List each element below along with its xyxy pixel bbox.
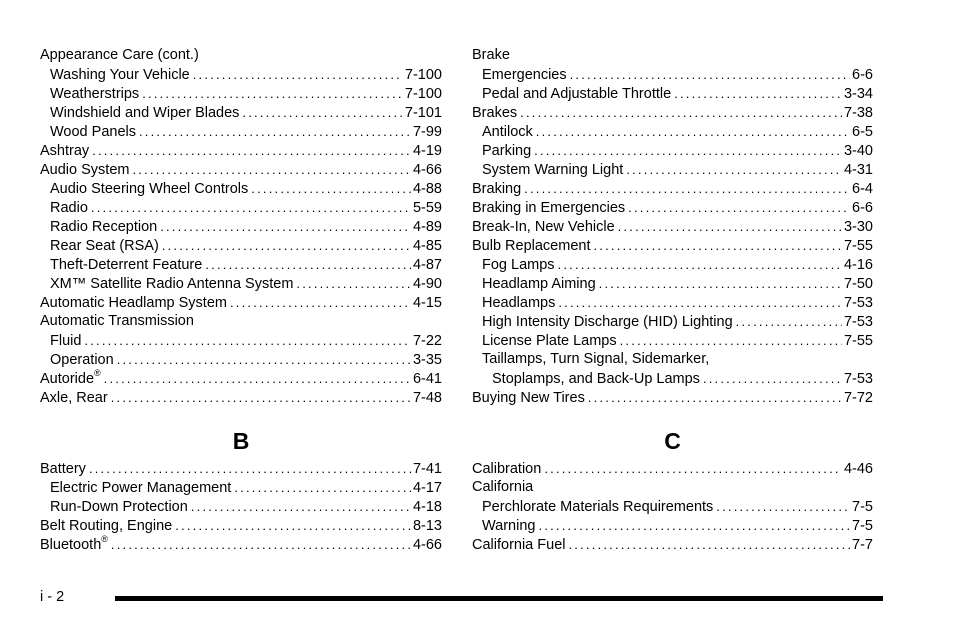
page-reference: 7-101 [404, 105, 442, 121]
index-term: California [472, 479, 534, 495]
dot-leader [558, 255, 842, 274]
footer-rule [115, 596, 883, 601]
page-reference: 5-59 [412, 200, 442, 216]
index-group-b [40, 459, 442, 554]
page-reference: 3-40 [843, 143, 873, 159]
page-reference: 6-6 [852, 200, 873, 216]
page-reference: 4-15 [412, 295, 442, 311]
dot-leader [558, 293, 842, 312]
index-entry [40, 236, 442, 255]
index-entry [472, 122, 873, 141]
index-entry [40, 459, 442, 478]
page-reference: 7-100 [404, 67, 442, 83]
index-entry [40, 535, 442, 554]
dot-leader [142, 84, 403, 103]
index-term: Fluid [50, 333, 82, 349]
index-entry [472, 274, 873, 293]
index-term: Appearance Care (cont.) [40, 47, 199, 63]
index-entry [40, 516, 442, 535]
index-term: Pedal and Adjustable Throttle [482, 86, 672, 102]
dot-leader [230, 293, 411, 312]
index-entry [472, 160, 873, 179]
index-term: Audio System [40, 162, 130, 178]
dot-leader [620, 331, 842, 350]
index-term: Stoplamps, and Back-Up Lamps [492, 371, 700, 387]
dot-leader [175, 516, 411, 535]
index-term: Taillamps, Turn Signal, Sidemarker, [482, 351, 710, 367]
index-entry [472, 497, 873, 516]
index-term: Automatic Transmission [40, 313, 194, 329]
index-term: XM™ Satellite Radio Antenna System [50, 276, 294, 292]
index-entry [40, 160, 442, 179]
page-reference: 4-18 [412, 499, 442, 515]
index-entry [472, 388, 873, 407]
index-entry [472, 535, 873, 554]
dot-leader [104, 369, 411, 388]
dot-leader [234, 478, 411, 497]
dot-leader [626, 160, 842, 179]
index-entry [40, 179, 442, 198]
page-reference: 4-31 [843, 162, 873, 178]
index-entry [40, 312, 442, 331]
page-reference: 4-85 [412, 238, 442, 254]
index-entry [472, 293, 873, 312]
dot-leader [703, 369, 842, 388]
dot-leader [162, 236, 411, 255]
page-reference: 7-48 [412, 390, 442, 406]
index-term: Perchlorate Materials Requirements [482, 499, 714, 515]
index-entry [40, 331, 442, 350]
index-term: Automatic Headlamp System [40, 295, 227, 311]
page-reference: 7-99 [412, 124, 442, 140]
index-term: Washing Your Vehicle [50, 67, 190, 83]
index-term: Electric Power Management [50, 480, 232, 496]
index-entry [472, 198, 873, 217]
page-reference: 4-87 [412, 257, 442, 273]
page-reference: 4-89 [412, 219, 442, 235]
index-term: Windshield and Wiper Blades [50, 105, 240, 121]
index-entry [40, 198, 442, 217]
dot-leader [534, 141, 842, 160]
dot-leader [520, 103, 842, 122]
dot-leader [599, 274, 842, 293]
dot-leader [191, 497, 411, 516]
index-term: Axle, Rear [40, 390, 108, 406]
index-entry [472, 179, 873, 198]
index-group-a [40, 46, 442, 407]
index-term: Braking [472, 181, 522, 197]
dot-leader [139, 122, 411, 141]
index-entry [40, 350, 442, 369]
section-letter-c: C [664, 428, 681, 454]
index-term: Headlamps [482, 295, 556, 311]
page-reference: 7-72 [843, 390, 873, 406]
index-term: California Fuel [472, 537, 566, 553]
dot-leader [628, 198, 850, 217]
page-reference: 7-22 [412, 333, 442, 349]
index-term: Braking in Emergencies [472, 200, 626, 216]
dot-leader [91, 198, 411, 217]
page-reference: 4-17 [412, 480, 442, 496]
index-column-left [40, 46, 442, 554]
index-term: Radio Reception [50, 219, 158, 235]
index-term: Autoride® [40, 369, 101, 387]
index-entry [40, 103, 442, 122]
index-entry [40, 274, 442, 293]
dot-leader [117, 350, 411, 369]
index-term: Brakes [472, 105, 518, 121]
index-term: License Plate Lamps [482, 333, 617, 349]
index-term: Warning [482, 518, 536, 534]
index-group-brake [472, 46, 873, 407]
page-reference: 7-100 [404, 86, 442, 102]
page-reference: 3-35 [412, 352, 442, 368]
page-reference: 4-46 [843, 461, 873, 477]
dot-leader [588, 388, 842, 407]
page-reference: 6-41 [412, 371, 442, 387]
index-term: Emergencies [482, 67, 567, 83]
section-letter-b: B [232, 428, 250, 454]
dot-leader [193, 65, 403, 84]
index-entry [472, 350, 873, 369]
dot-leader [569, 535, 851, 554]
index-term: Break-In, New Vehicle [472, 219, 615, 235]
index-entry [40, 478, 442, 497]
index-entry [472, 369, 873, 388]
index-term: Run-Down Protection [50, 499, 188, 515]
index-term: Headlamp Aiming [482, 276, 596, 292]
index-entry [472, 331, 873, 350]
index-entry [40, 497, 442, 516]
dot-leader [716, 497, 850, 516]
index-entry [40, 65, 442, 84]
index-term: Ashtray [40, 143, 90, 159]
page-reference: 4-90 [412, 276, 442, 292]
index-term: Buying New Tires [472, 390, 585, 406]
page-reference: 4-88 [412, 181, 442, 197]
dot-leader [89, 459, 411, 478]
index-term: Parking [482, 143, 532, 159]
page-reference: 8-13 [412, 518, 442, 534]
dot-leader [242, 103, 403, 122]
index-term: Calibration [472, 461, 542, 477]
index-entry [40, 46, 442, 65]
index-entry [472, 255, 873, 274]
index-term: Audio Steering Wheel Controls [50, 181, 249, 197]
index-entry [472, 478, 873, 497]
index-term: Bulb Replacement [472, 238, 591, 254]
index-entry [40, 369, 442, 388]
index-entry [472, 236, 873, 255]
index-term: Rear Seat (RSA) [50, 238, 159, 254]
page-number: i - 2 [40, 589, 65, 605]
index-entry [40, 388, 442, 407]
page-reference: 7-53 [843, 371, 873, 387]
index-entry [472, 46, 873, 65]
page-reference: 7-7 [852, 537, 873, 553]
index-term: Weatherstrips [50, 86, 140, 102]
page-reference: 7-55 [843, 333, 873, 349]
dot-leader [536, 122, 850, 141]
dot-leader [251, 179, 411, 198]
dot-leader [296, 274, 411, 293]
dot-leader [84, 331, 411, 350]
dot-leader [205, 255, 411, 274]
index-entry [472, 84, 873, 103]
page-reference: 7-41 [412, 461, 442, 477]
index-term: Operation [50, 352, 114, 368]
index-entry [472, 459, 873, 478]
index-entry [472, 65, 873, 84]
page-reference: 7-53 [843, 314, 873, 330]
index-entry [40, 84, 442, 103]
index-entry [40, 141, 442, 160]
index-term: Fog Lamps [482, 257, 555, 273]
index-term: High Intensity Discharge (HID) Lighting [482, 314, 733, 330]
dot-leader [92, 141, 411, 160]
page-reference: 4-19 [412, 143, 442, 159]
page-reference: 4-66 [412, 162, 442, 178]
page-reference: 7-5 [852, 499, 873, 515]
registered-mark: ® [101, 535, 108, 545]
index-term: Brake [472, 47, 510, 63]
dot-leader [132, 160, 411, 179]
dot-leader [538, 516, 850, 535]
page-reference: 7-5 [852, 518, 873, 534]
index-entry [472, 217, 873, 236]
dot-leader [594, 236, 842, 255]
index-term: Bluetooth® [40, 535, 108, 553]
index-entry [472, 141, 873, 160]
page-reference: 6-5 [852, 124, 873, 140]
dot-leader [674, 84, 842, 103]
index-term: Antilock [482, 124, 533, 140]
dot-leader [570, 65, 850, 84]
page-reference: 6-4 [852, 181, 873, 197]
page-reference: 6-6 [852, 67, 873, 83]
index-term: Battery [40, 461, 86, 477]
index-term: Radio [50, 200, 88, 216]
dot-leader [111, 535, 411, 554]
page-reference: 7-55 [843, 238, 873, 254]
index-entry [472, 103, 873, 122]
dot-leader [160, 217, 411, 236]
index-entry [40, 293, 442, 312]
index-term: Theft-Deterrent Feature [50, 257, 203, 273]
index-entry [40, 122, 442, 141]
dot-leader [544, 459, 842, 478]
page-reference: 7-53 [843, 295, 873, 311]
dot-leader [524, 179, 850, 198]
page-reference: 4-66 [412, 537, 442, 553]
index-term: Belt Routing, Engine [40, 518, 173, 534]
page-reference: 7-38 [843, 105, 873, 121]
index-term: Wood Panels [50, 124, 136, 140]
index-entry [40, 217, 442, 236]
index-group-c [472, 459, 873, 554]
dot-leader [618, 217, 842, 236]
index-entry [472, 312, 873, 331]
page-reference: 3-30 [843, 219, 873, 235]
registered-mark: ® [94, 369, 101, 379]
page-reference: 7-50 [843, 276, 873, 292]
page-reference: 3-34 [843, 86, 873, 102]
dot-leader [736, 312, 842, 331]
dot-leader [111, 388, 411, 407]
index-entry [40, 255, 442, 274]
page-reference: 4-16 [843, 257, 873, 273]
index-entry [472, 516, 873, 535]
index-column-right [472, 46, 873, 554]
index-term: System Warning Light [482, 162, 624, 178]
